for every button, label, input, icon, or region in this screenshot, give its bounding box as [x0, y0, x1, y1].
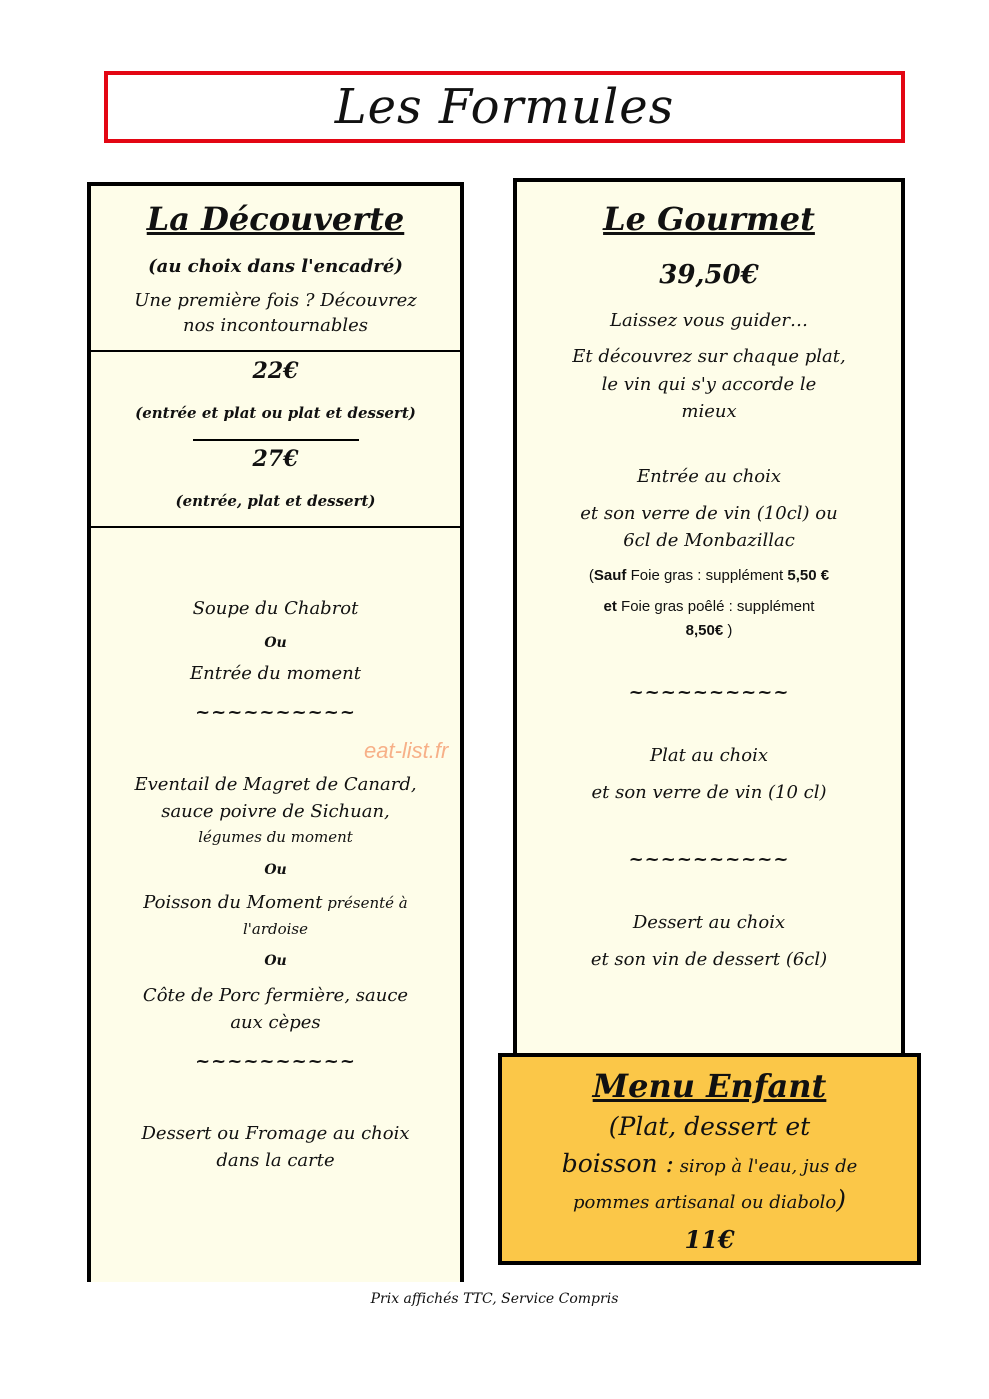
supplement-line-3 — [517, 622, 901, 639]
kids-price: 11€ — [684, 1225, 735, 1254]
main-porc-2: aux cèpes — [230, 1012, 321, 1033]
price-divider — [193, 439, 359, 441]
decouverte-intro-2: nos incontournables — [182, 315, 368, 336]
supp-text-1: Foie gras : supplément — [626, 567, 788, 584]
main-poisson-ardoise: l'ardoise — [242, 920, 309, 938]
kids-drinks-2: pommes artisanal ou diabolo — [572, 1192, 837, 1213]
kids-line-3 — [502, 1185, 917, 1214]
supp-et: et — [603, 598, 617, 615]
decouverte-prices — [91, 352, 460, 528]
or-label: Ou — [264, 862, 287, 878]
starter-moment: Entrée du moment — [190, 663, 361, 684]
title-box — [104, 71, 905, 143]
kids-drinks: sirop à l'eau, jus de — [673, 1156, 858, 1177]
supp-sauf: Sauf — [593, 567, 627, 584]
dessert-2: dans la carte — [216, 1150, 335, 1171]
gourmet-entree-wine-1: et son verre de vin (10cl) ou — [580, 503, 838, 524]
supp-text-2: Foie gras poêlé : supplément — [616, 598, 815, 615]
gourmet-desc-1: Et découvrez sur chaque plat, — [572, 346, 846, 367]
footer-note: Prix affichés TTC, Service Compris — [370, 1291, 619, 1307]
gourmet-desc-2: le vin qui s'y accorde le — [601, 374, 817, 395]
decouverte-intro-1: Une première fois ? Découvrez — [134, 290, 417, 311]
gourmet-tagline: Laissez vous guider… — [610, 310, 808, 331]
dessert-1: Dessert ou Fromage au choix — [141, 1123, 410, 1144]
gourmet-dessert: Dessert au choix — [632, 912, 786, 933]
main-poisson — [91, 892, 460, 913]
price-27-desc: (entrée, plat et dessert) — [175, 492, 376, 510]
price-22: 22€ — [252, 358, 299, 384]
price-27: 27€ — [252, 446, 299, 472]
decouverte-heading: La Découverte — [146, 200, 405, 238]
supp-price-1: 5,50 € — [787, 567, 830, 584]
decouverte-subtitle: (au choix dans l'encadré) — [148, 256, 403, 277]
gourmet-dessert-wine: et son vin de dessert (6cl) — [590, 949, 828, 970]
watermark: eat-list.fr — [364, 738, 449, 763]
gourmet-entree-wine-2: 6cl de Monbazillac — [623, 530, 795, 551]
page-title: Les Formules — [334, 79, 675, 135]
supplement-line-1 — [517, 567, 901, 584]
kids-line-1: (Plat, dessert et — [608, 1112, 811, 1141]
kids-boisson: boisson : — [561, 1149, 674, 1178]
separator: ~~~~~~~~~~ — [195, 702, 356, 723]
or-label: Ou — [264, 635, 287, 651]
gourmet-desc-3: mieux — [681, 401, 737, 422]
gourmet-heading: Le Gourmet — [603, 200, 815, 238]
gourmet-plat-wine: et son verre de vin (10 cl) — [591, 782, 827, 803]
price-22-desc: (entrée et plat ou plat et dessert) — [135, 404, 416, 422]
gourmet-price: 39,50€ — [659, 260, 759, 290]
main-porc-1: Côte de Porc fermière, sauce — [142, 985, 409, 1006]
kids-close: ) — [836, 1185, 847, 1214]
gourmet-plat: Plat au choix — [649, 745, 769, 766]
main-magret-2: sauce poivre de Sichuan, — [161, 801, 390, 822]
gourmet-entree: Entrée au choix — [636, 466, 782, 487]
decouverte-header — [91, 186, 460, 352]
starter-soupe: Soupe du Chabrot — [192, 598, 359, 619]
kids-line-2 — [502, 1149, 917, 1178]
separator: ~~~~~~~~~~ — [628, 682, 790, 703]
gourmet-panel — [513, 178, 905, 1058]
separator: ~~~~~~~~~~ — [195, 1051, 356, 1072]
separator: ~~~~~~~~~~ — [628, 849, 790, 870]
or-label: Ou — [264, 953, 287, 969]
main-poisson-note: présenté à — [322, 894, 408, 912]
supp-price-2: 8,50€ — [685, 622, 724, 639]
supp-close: ) — [723, 622, 733, 639]
main-magret-1: Eventail de Magret de Canard, — [134, 774, 417, 795]
main-poisson-name: Poisson du Moment — [143, 892, 323, 913]
main-magret-side: légumes du moment — [198, 828, 353, 846]
kids-heading: Menu Enfant — [592, 1067, 827, 1105]
decouverte-panel — [87, 182, 464, 1282]
kids-menu-panel — [498, 1053, 921, 1265]
supp-open: ( — [588, 567, 594, 584]
supplement-line-2 — [517, 598, 901, 615]
